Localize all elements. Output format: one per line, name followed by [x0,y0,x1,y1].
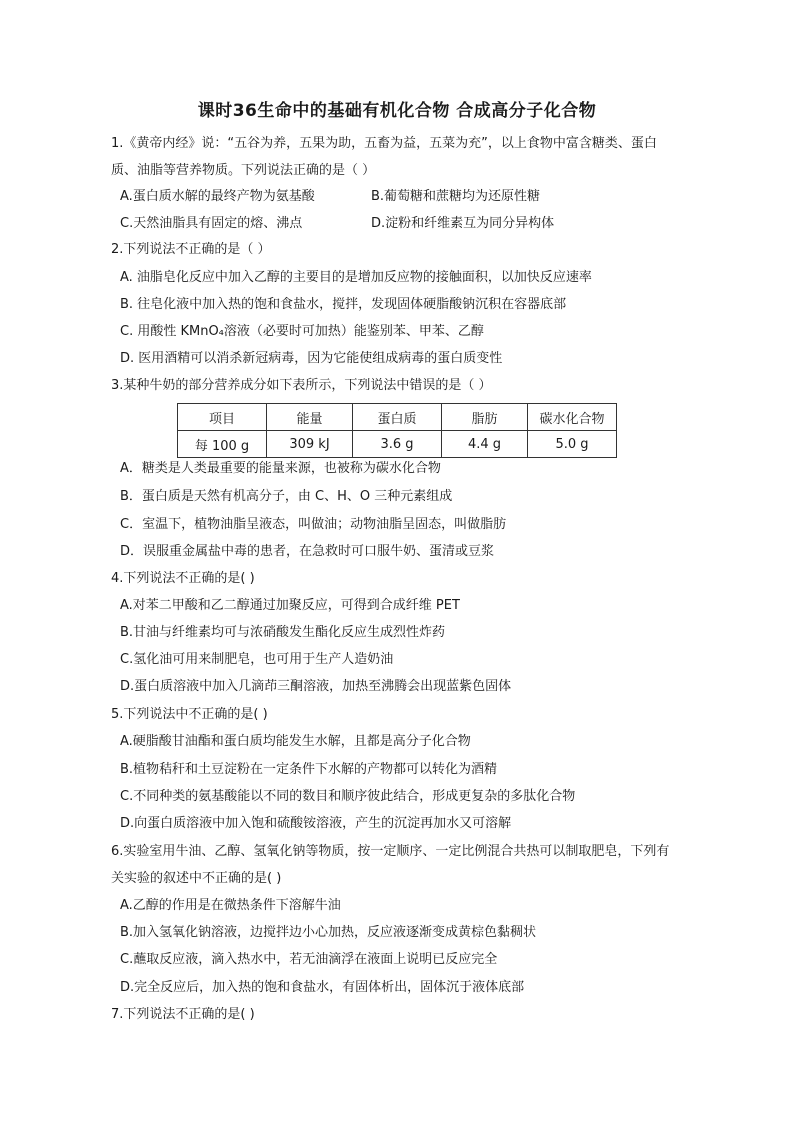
table-cell: 每 100 g [178,431,267,458]
table-header-row [178,404,617,431]
question-5-option-b: B.植物秸秆和土豆淀粉在一定条件下水解的产物都可以转化为酒精 [120,762,498,777]
question-4-option-a: A.对苯二甲酸和乙二醇通过加聚反应，可得到合成纤维 PET [120,598,460,613]
question-3-stem: 3.某种牛奶的部分营养成分如下表所示，下列说法中错误的是（ ） [111,378,492,393]
table-header-cell: 蛋白质 [353,404,442,431]
question-2-stem: 2.下列说法不正确的是（ ） [111,242,271,257]
question-1-stem-line-1: 1.《黄帝内经》说：“五谷为养，五果为助，五畜为益，五菜为充”，以上食物中富含糖类、蛋白 [111,136,657,151]
question-2-option-b: B. 往皂化液中加入热的饱和食盐水，搅拌，发现固体硬脂酸钠沉积在容器底部 [120,297,567,312]
question-7-stem: 7.下列说法不正确的是( ) [111,1007,255,1022]
table-header-cell: 脂肪 [442,404,528,431]
question-4-option-c: C.氢化油可用来制肥皂，也可用于生产人造奶油 [120,652,394,667]
question-1-option-b: B.葡萄糖和蔗糖均为还原性糖 [371,189,541,204]
table-row [178,431,617,458]
table-header-cell: 能量 [267,404,353,431]
question-1-option-c: C.天然油脂具有固定的熔、沸点 [120,216,303,231]
question-4-option-b: B.甘油与纤维素均可与浓硝酸发生酯化反应生成烈性炸药 [120,625,446,640]
question-6-option-d: D.完全反应后，加入热的饱和食盐水，有固体析出，固体沉于液体底部 [120,980,525,995]
question-2-option-a: A. 油脂皂化反应中加入乙醇的主要目的是增加反应物的接触面积，以加快反应速率 [120,270,592,285]
question-4-stem: 4.下列说法不正确的是( ) [111,571,255,586]
question-5-option-d: D.向蛋白质溶液中加入饱和硫酸铵溶液，产生的沉淀再加水又可溶解 [120,816,512,831]
page-title: 课时36生命中的基础有机化合物 合成高分子化合物 [197,101,597,121]
question-3-option-a: A．糖类是人类最重要的能量来源，也被称为碳水化合物 [120,461,441,476]
table-cell: 309 kJ [267,431,353,458]
table-cell: 4.4 g [442,431,528,458]
question-1-option-a: A.蛋白质水解的最终产物为氨基酸 [120,189,315,204]
question-1-stem-line-2: 质、油脂等营养物质。下列说法正确的是（ ） [111,163,376,178]
nutrition-table [177,403,617,458]
table-header-cell: 项目 [178,404,267,431]
question-3-option-d: D．误服重金属盐中毒的患者，在急救时可口服牛奶、蛋清或豆浆 [120,544,495,559]
question-6-stem-line-1: 6.实验室用牛油、乙醇、氢氧化钠等物质，按一定顺序、一定比例混合共热可以制取肥皂，下列有 [111,844,670,859]
table-header-cell: 碳水化合物 [528,404,617,431]
question-6-option-b: B.加入氢氧化钠溶液，边搅拌边小心加热，反应液逐渐变成黄棕色黏稠状 [120,925,537,940]
table-cell: 3.6 g [353,431,442,458]
question-6-option-a: A.乙醇的作用是在微热条件下溶解牛油 [120,898,341,913]
question-5-option-a: A.硬脂酸甘油酯和蛋白质均能发生水解，且都是高分子化合物 [120,734,471,749]
question-1-option-d: D.淀粉和纤维素互为同分异构体 [371,216,555,231]
question-5-stem: 5.下列说法中不正确的是( ) [111,707,268,722]
question-2-option-d: D. 医用酒精可以消杀新冠病毒，因为它能使组成病毒的蛋白质变性 [120,351,503,366]
question-6-stem-line-2: 关实验的叙述中不正确的是( ) [111,871,282,886]
question-2-option-c: C. 用酸性 KMnO₄溶液（必要时可加热）能鉴别苯、甲苯、乙醇 [120,324,484,339]
table-cell: 5.0 g [528,431,617,458]
question-4-option-d: D.蛋白质溶液中加入几滴茚三酮溶液，加热至沸腾会出现蓝紫色固体 [120,679,512,694]
question-6-option-c: C.蘸取反应液，滴入热水中，若无油滴浮在液面上说明已反应完全 [120,952,498,967]
question-3-option-c: C．室温下，植物油脂呈液态，叫做油；动物油脂呈固态，叫做脂肪 [120,517,507,532]
question-3-option-b: B．蛋白质是天然有机高分子，由 C、H、O 三种元素组成 [120,489,453,504]
question-5-option-c: C.不同种类的氨基酸能以不同的数目和顺序彼此结合，形成更复杂的多肽化合物 [120,789,576,804]
